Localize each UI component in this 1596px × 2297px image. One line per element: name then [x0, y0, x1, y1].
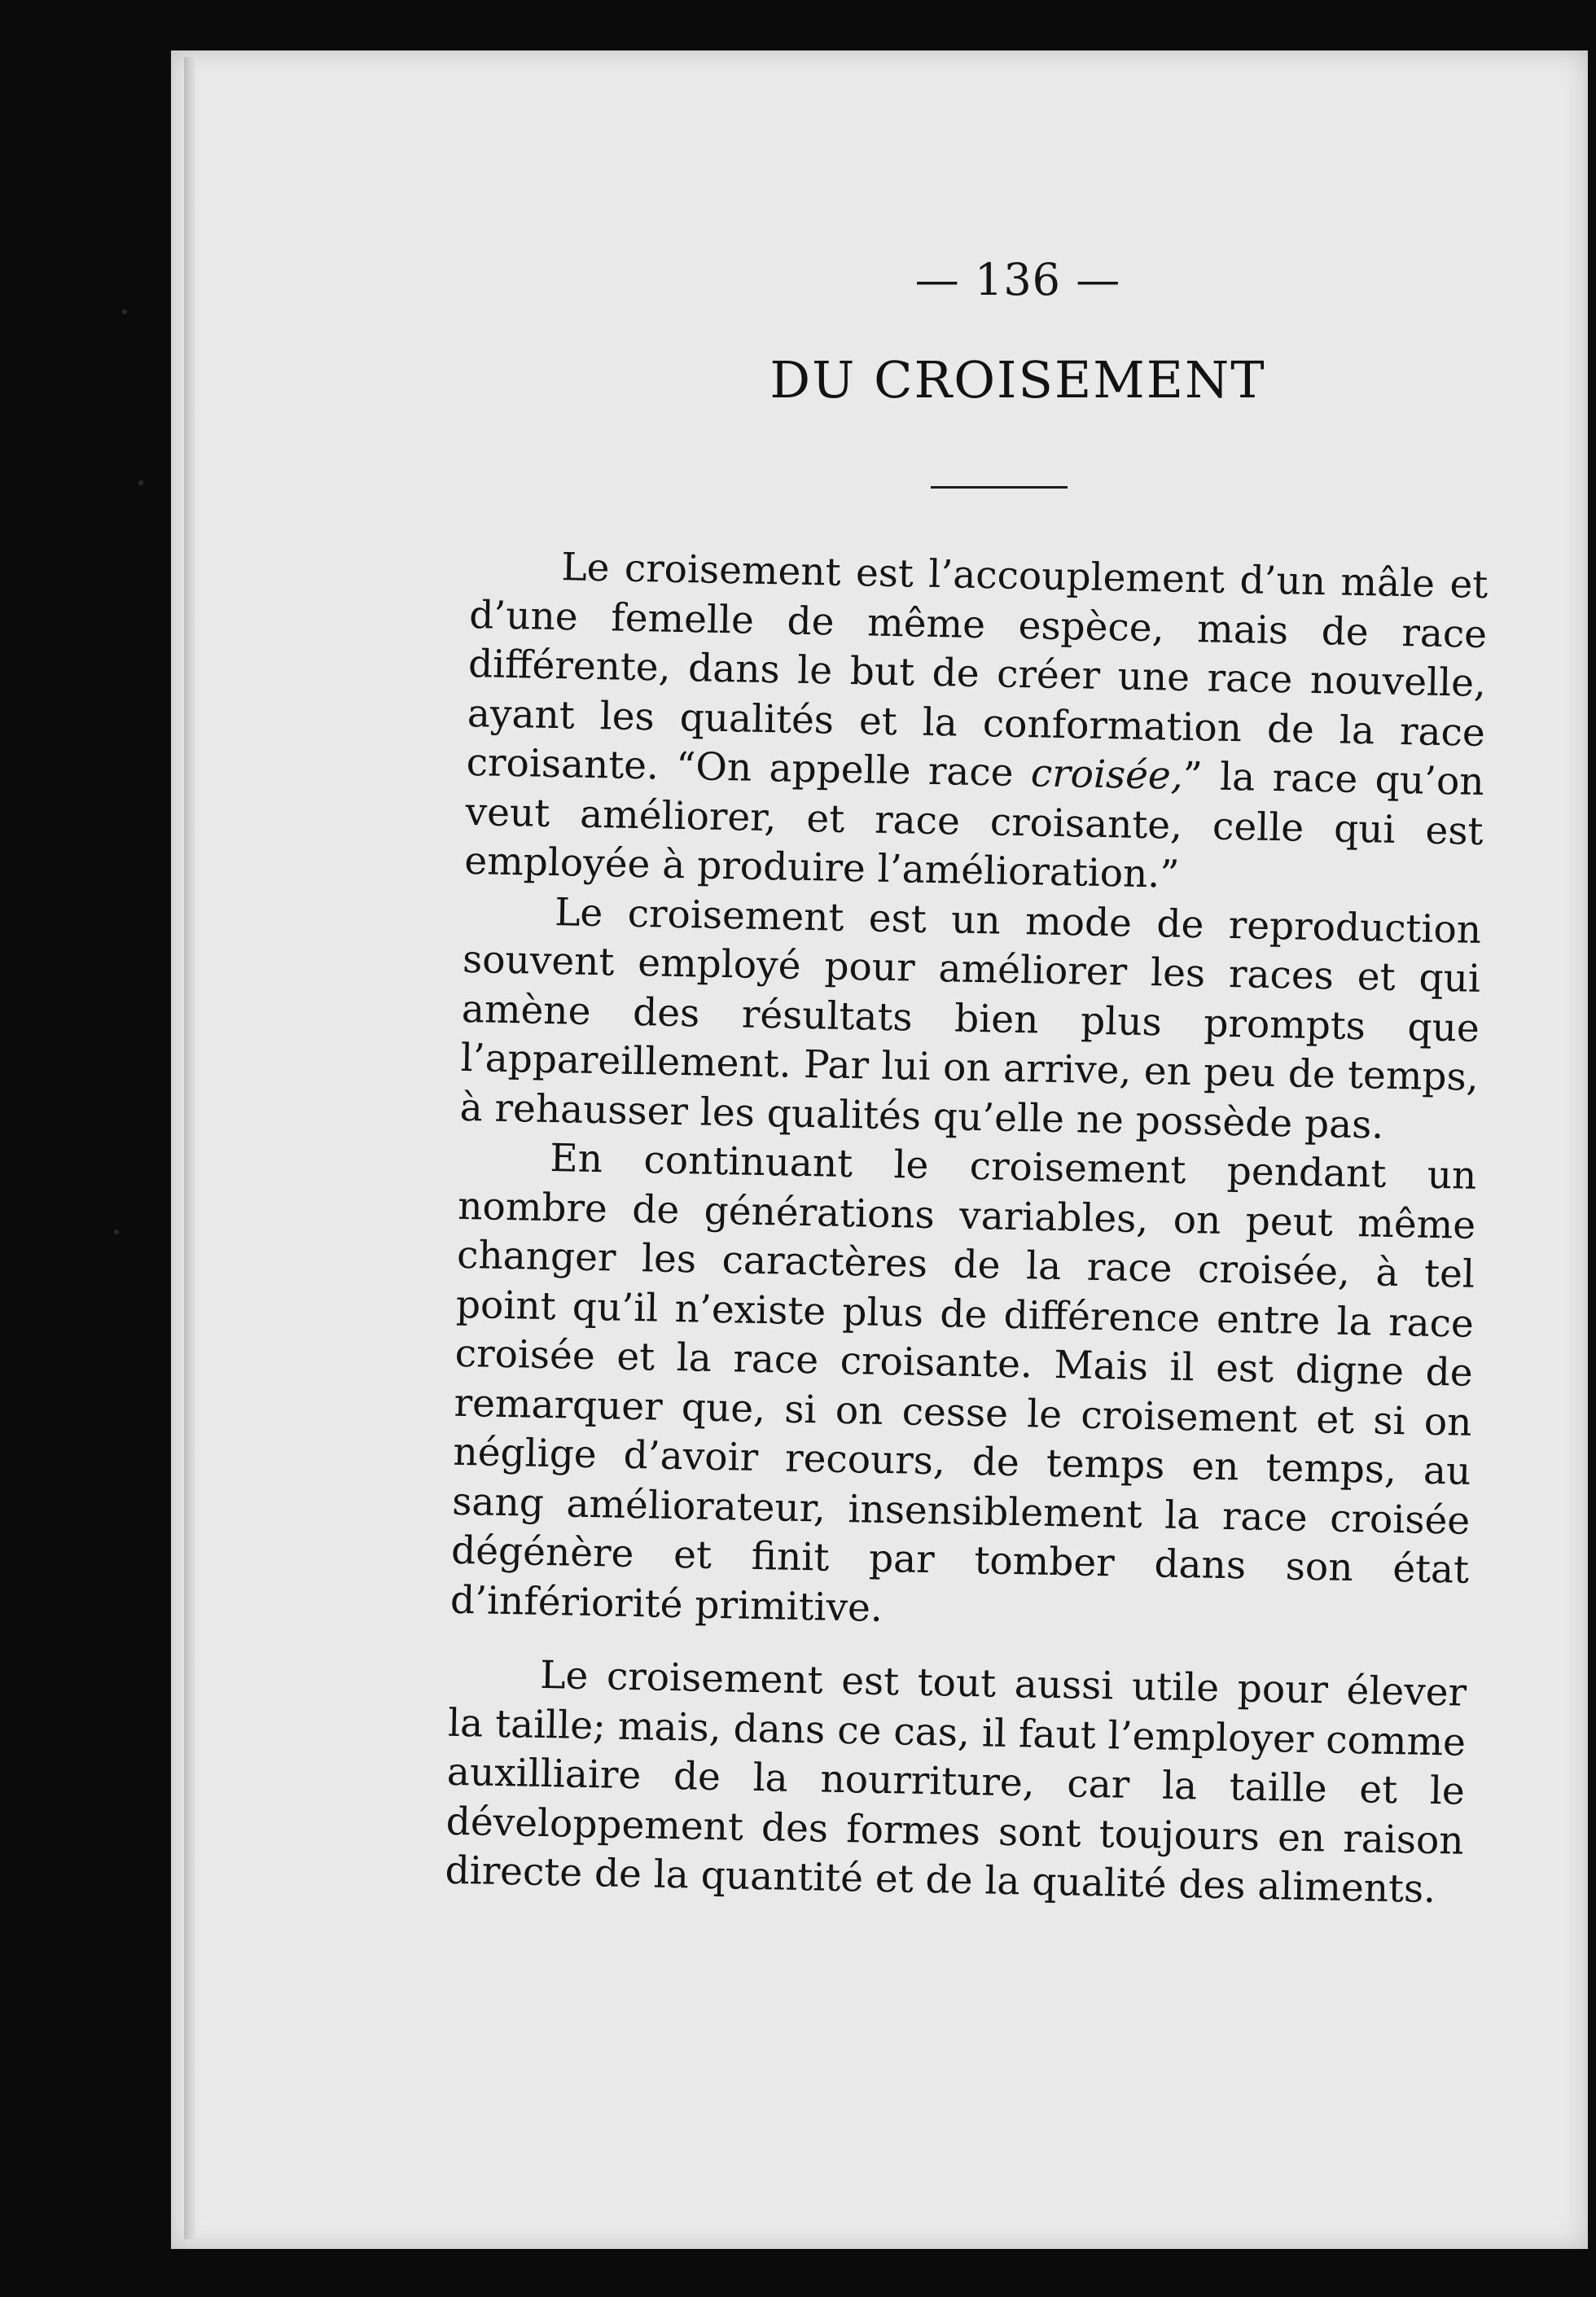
body-text [445, 541, 1489, 1915]
scan-speck [114, 1230, 119, 1234]
scan-speck [122, 309, 127, 314]
scan-speck [138, 480, 143, 485]
paragraph-2: Le croisement est un mode de reproduction souvent employé pour améliorer les races et qui amène des résultats bien plus prompts que l’appareillement. Par lui on arrive, en peu de temps, à rehausser les qualités qu’elle ne possède pas. [459, 889, 1482, 1148]
paragraph-4: Le croisement est tout aussi utile pour élever la taille; mais, dans ce cas, il faut l’employer comme auxilliaire de la nourriture, car la taille et le développement des formes sont toujours en raison directe de la quantité et de la qualité des aliments. [445, 1652, 1467, 1913]
title-divider [931, 486, 1068, 489]
paragraph-1-text-a: Le croisement est l’accouplement d’un mâle et d’une femelle de même espèce, mais de race différente, dans le but de créer une race nouvelle, ayant les qualités et la conformation de la race croisante. “On appelle race [466, 545, 1489, 796]
paragraph-1-text-b: ” la race qu’on veut améliorer, et race croisante, celle qui est employée à produire l’amélioration.” [463, 753, 1485, 897]
page-binding-edge [184, 57, 195, 2239]
paragraph-1-italic-term: croisée, [1030, 751, 1184, 799]
paragraph-1 [464, 541, 1489, 905]
chapter-title: DU CROISEMENT [770, 350, 1266, 410]
paragraph-3: En continuant le croisement pendant un nombre de générations variables, on peut même changer les caractères de la race croisée, à tel point qu’il n’existe plus de différence entre la race croisée et la race croisante. Mais il est digne de remarquer que, si on cesse le croisement et si on néglige d’avoir recours, de temps en temps, au sang améliorateur, insensiblement la race croisée dégénère et finit par tomber dans son état d’infériorité primitive. [449, 1136, 1477, 1631]
page-number: — 136 — [914, 254, 1121, 305]
